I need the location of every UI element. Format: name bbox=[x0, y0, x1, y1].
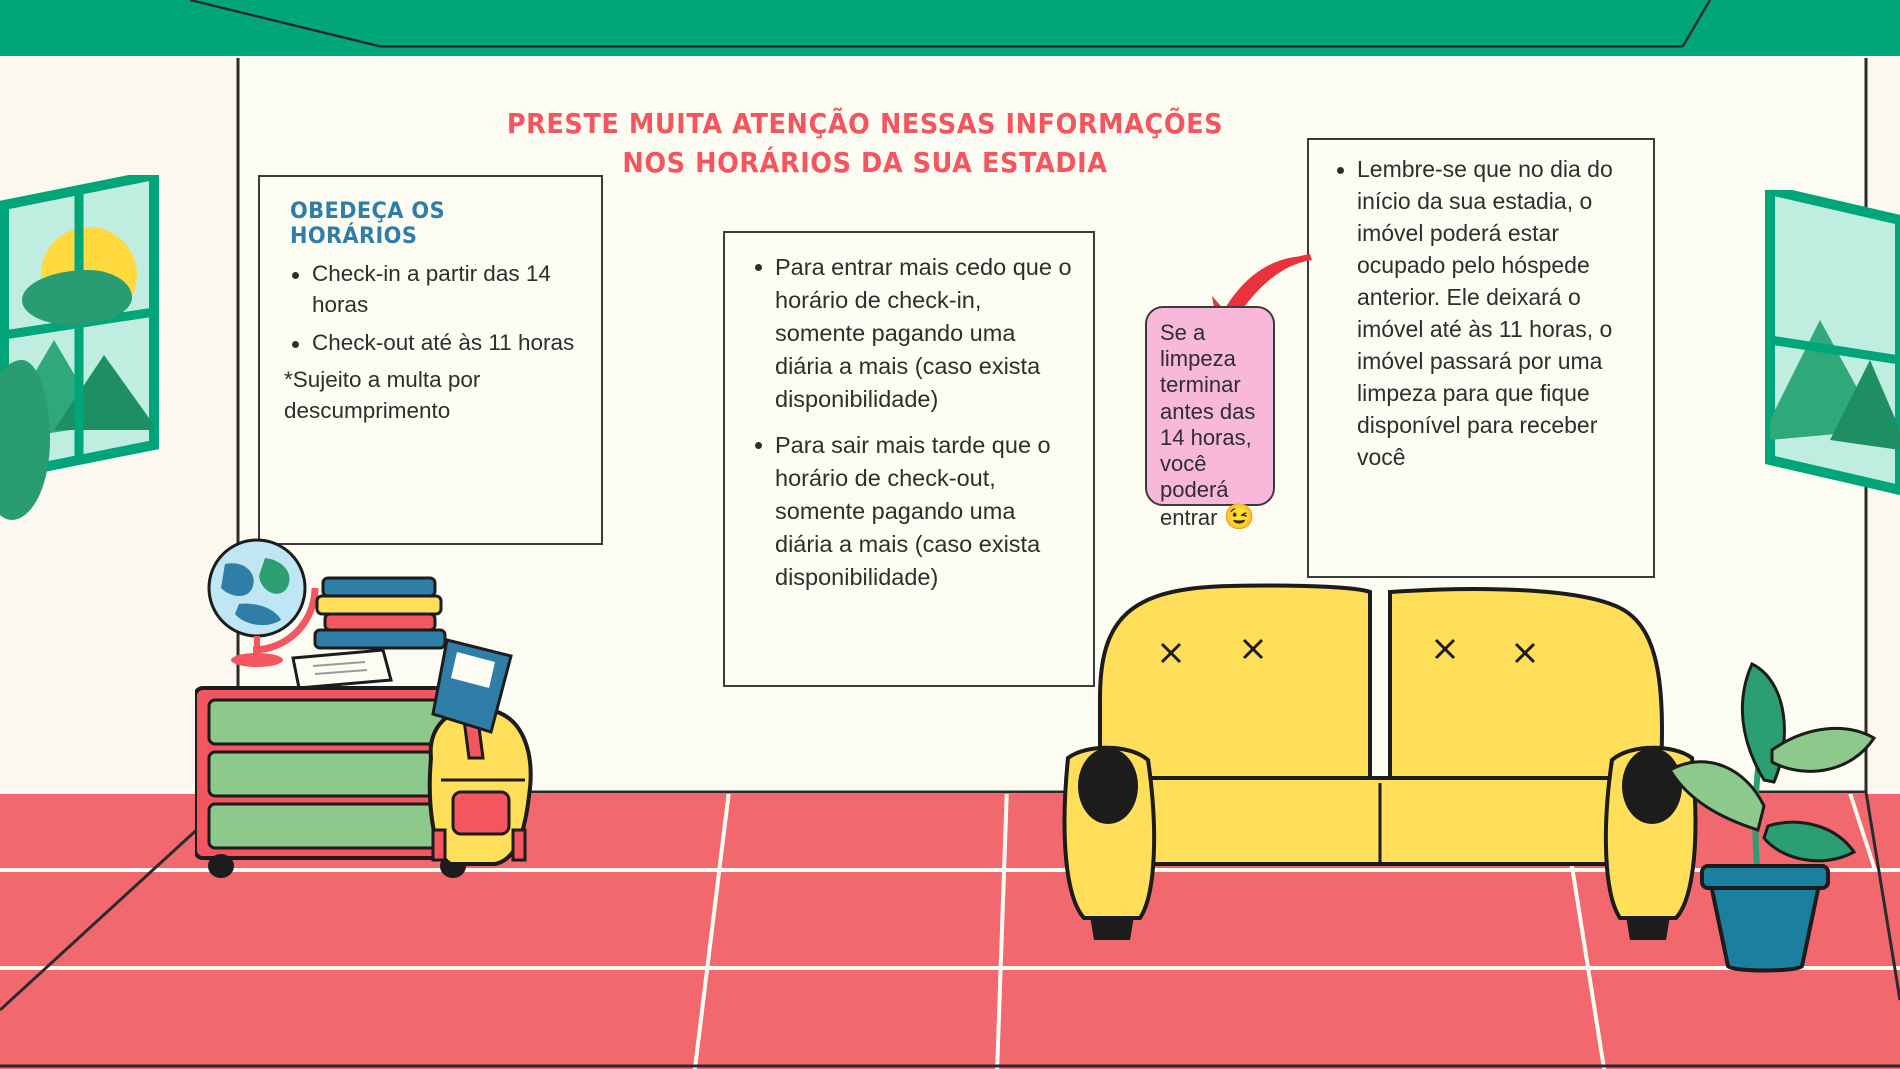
backpack-icon bbox=[430, 640, 531, 864]
panel-left-bullets bbox=[282, 259, 581, 358]
panel-left-title: OBEDEÇA OS HORÁRIOS bbox=[290, 199, 446, 249]
list-item: Para entrar mais cedo que o horário de check-in, somente pagando uma diária a mais (caso exista disponibilidade) bbox=[775, 251, 1075, 415]
page-title-line-2: NOS HORÁRIOS DA SUA ESTADIA bbox=[622, 147, 1108, 180]
wink-emoji-icon: 😉 bbox=[1223, 503, 1255, 532]
panel-left-note: *Sujeito a multa por descumprimento bbox=[284, 367, 481, 424]
callout-cleaning-note bbox=[1145, 306, 1275, 532]
globe-icon bbox=[209, 540, 315, 667]
sofa-illustration bbox=[1060, 578, 1700, 948]
dresser-and-objects-illustration bbox=[195, 530, 635, 950]
list-item: Check-in a partir das 14 horas bbox=[312, 259, 581, 321]
panel-schedule-rules bbox=[258, 175, 603, 545]
page-title-line-1: PRESTE MUITA ATENÇÃO NESSAS INFORMAÇÕES bbox=[506, 108, 1224, 140]
panel-checkin-day-info bbox=[1307, 138, 1655, 578]
right-window bbox=[1760, 190, 1900, 510]
list-item: Para sair mais tarde que o horário de check-out, somente pagando uma diária a mais (caso exista disponibilidade) bbox=[775, 429, 1075, 593]
callout-text: Se a limpeza terminar antes das 14 horas, você poderá entrar bbox=[1160, 320, 1256, 531]
list-item: Lembre-se que no dia do início da sua estadia, o imóvel poderá estar ocupado pelo hóspede anterior. Ele deixará o imóvel até às 11 horas, o imóvel passará por uma limpeza para que fique disponível para receber você bbox=[1357, 154, 1635, 474]
potted-plant-illustration bbox=[1640, 630, 1890, 970]
list-item: Check-out até às 11 horas bbox=[312, 328, 581, 359]
panel-right-bullets bbox=[1327, 154, 1635, 474]
panel-middle-bullets bbox=[745, 251, 1075, 594]
panel-early-late-rules bbox=[723, 231, 1095, 687]
page-title bbox=[498, 105, 1233, 183]
left-window bbox=[0, 175, 154, 475]
